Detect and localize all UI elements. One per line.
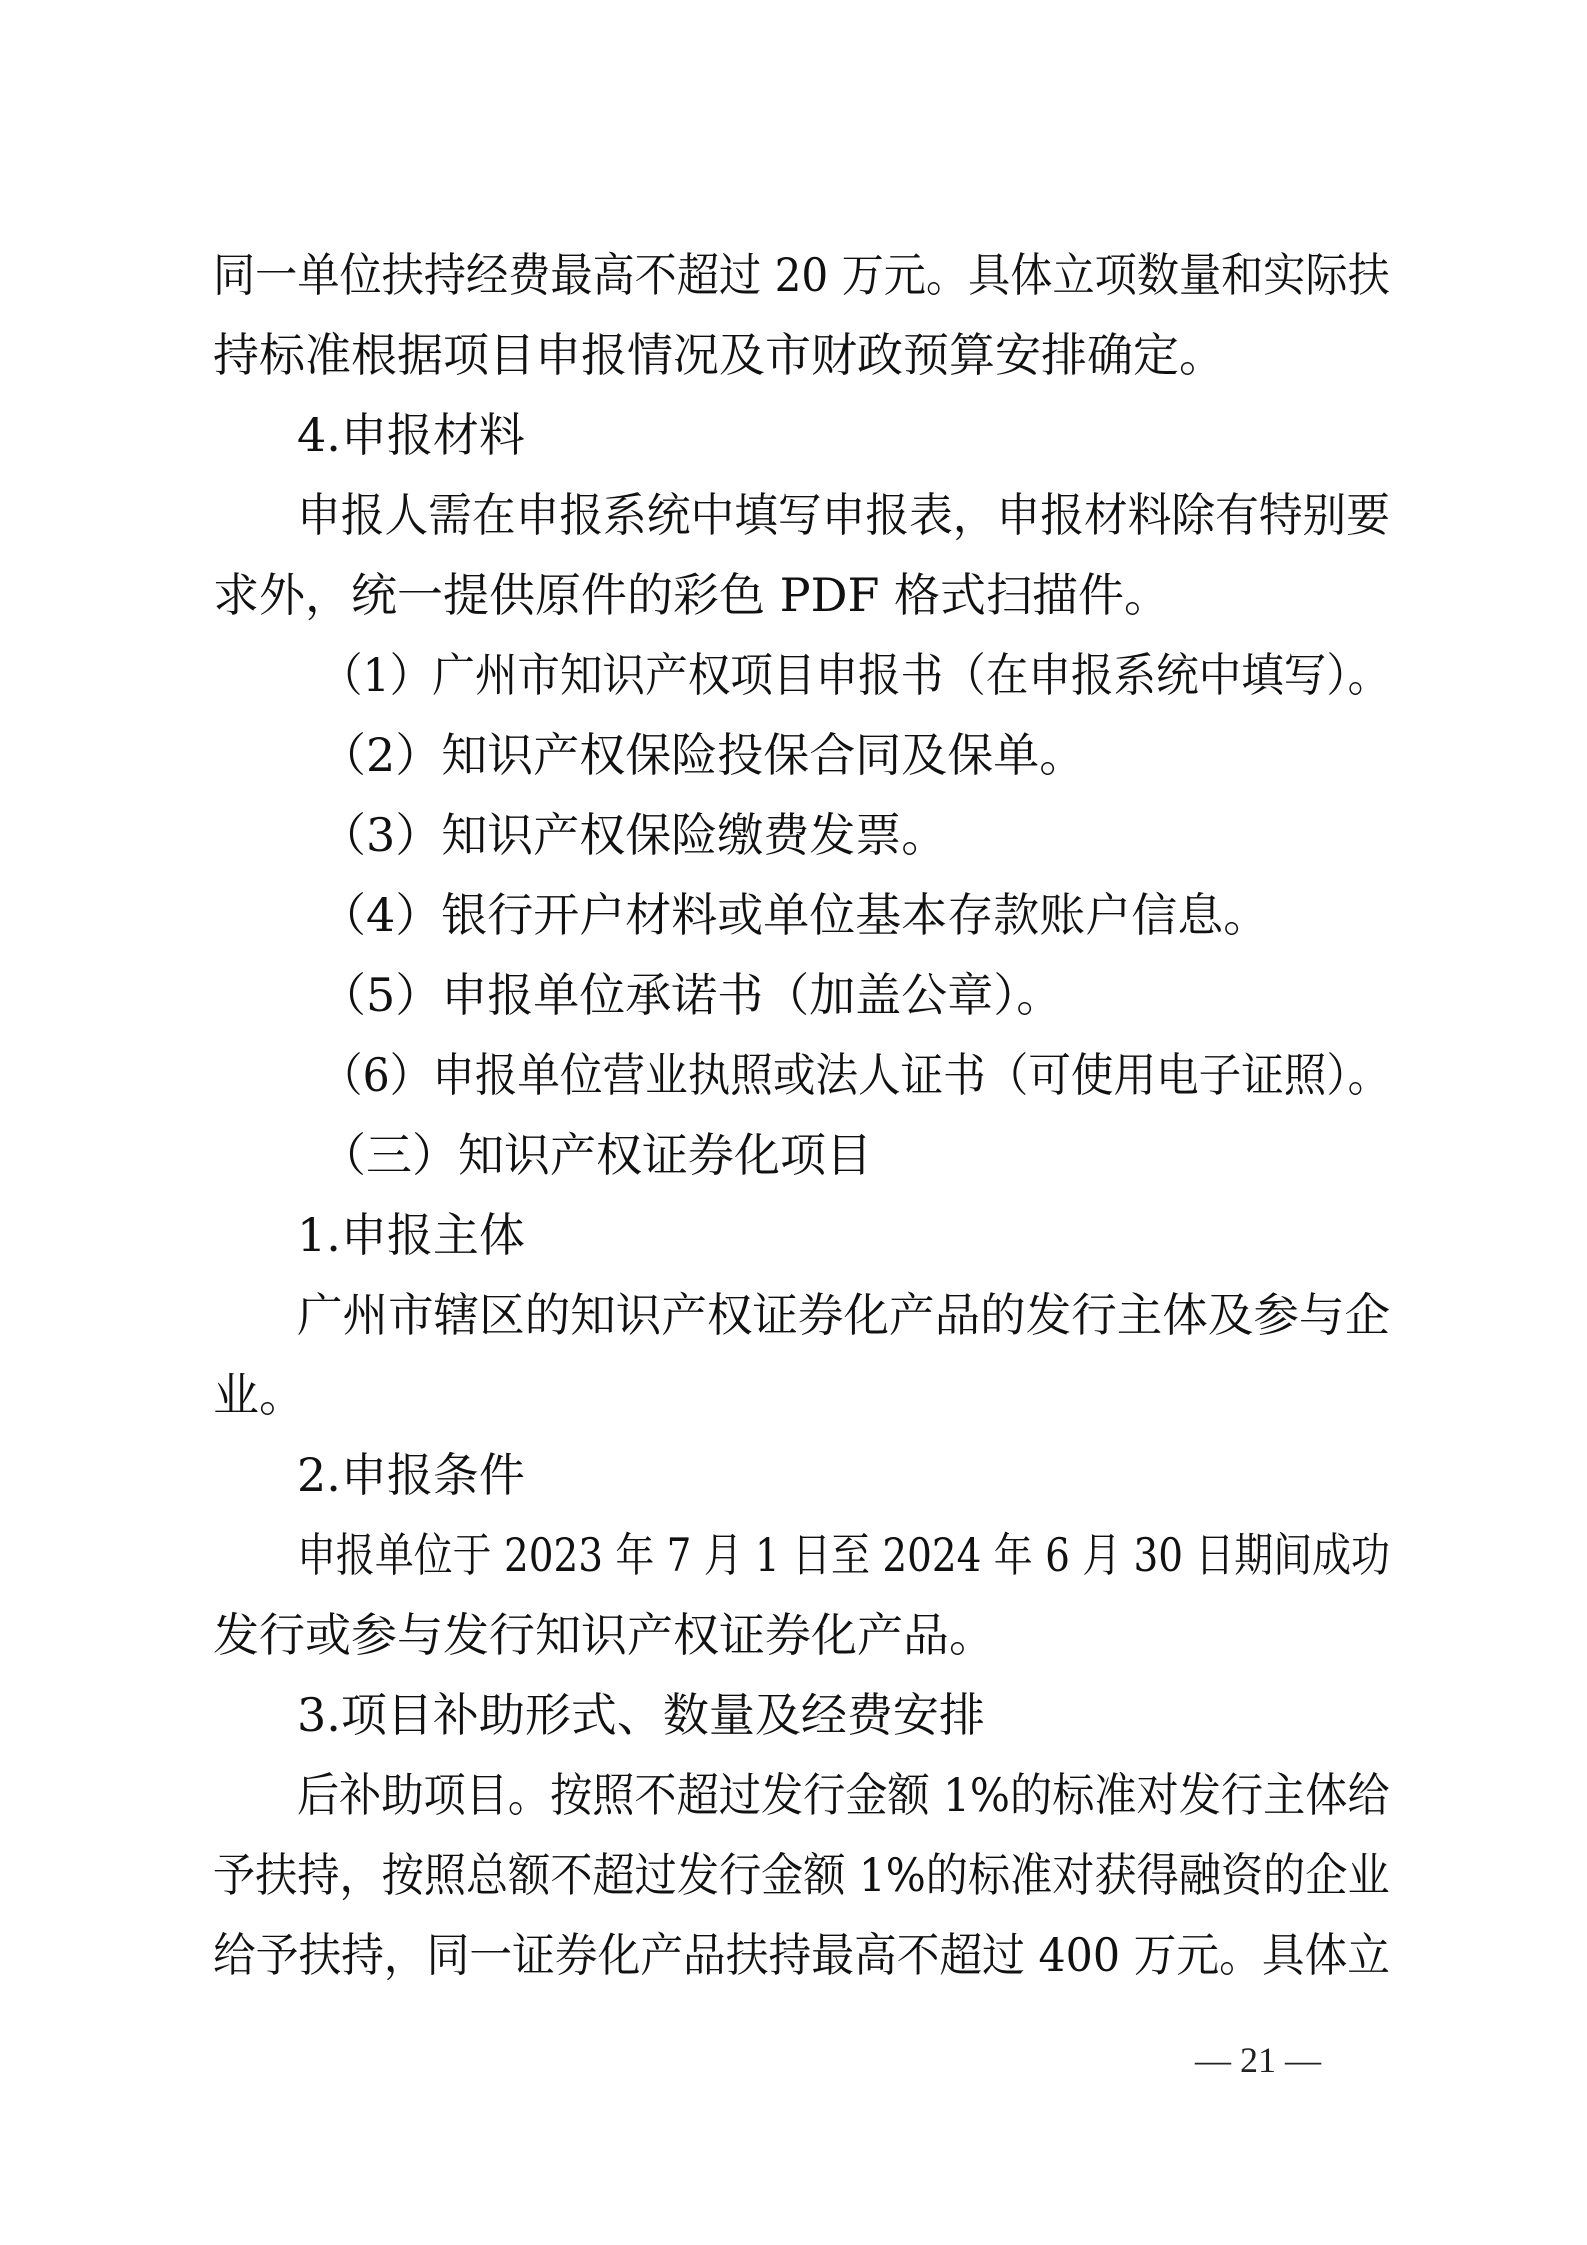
body-text-line: 持标准根据项目申报情况及市财政预算安排确定。	[213, 328, 1225, 382]
section-heading: 1.申报主体	[297, 1208, 525, 1262]
list-item: （1）广州市知识产权项目申报书（在申报系统中填写）。	[320, 648, 1391, 702]
section-heading: 3.项目补助形式、数量及经费安排	[297, 1688, 985, 1742]
body-text-line: 求外，统一提供原件的彩色 PDF 格式扫描件。	[213, 568, 1170, 622]
list-item: （3）知识产权保险缴费发票。	[320, 808, 948, 862]
list-item: （2）知识产权保险投保合同及保单。	[320, 728, 1086, 782]
body-text-line: 给予扶持，同一证券化产品扶持最高不超过 400 万元。具体立	[213, 1928, 1391, 1982]
body-text-line: 同一单位扶持经费最高不超过 20 万元。具体立项数量和实际扶	[213, 248, 1390, 302]
body-text-line: 后补助项目。按照不超过发行金额 1%的标准对发行主体给	[297, 1768, 1390, 1822]
list-item: （6）申报单位营业执照或法人证书（可使用电子证照）。	[320, 1048, 1391, 1102]
section-heading: 2.申报条件	[297, 1448, 525, 1502]
section-heading: （三）知识产权证券化项目	[320, 1128, 872, 1182]
section-heading: 4.申报材料	[297, 408, 525, 462]
body-text-line: 广州市辖区的知识产权证券化产品的发行主体及参与企	[297, 1288, 1390, 1342]
body-text-line: 发行或参与发行知识产权证券化产品。	[213, 1608, 995, 1662]
list-item: （4）银行开户材料或单位基本存款账户信息。	[320, 888, 1270, 942]
list-item: （5）申报单位承诺书（加盖公章）。	[320, 968, 1063, 1022]
body-text-line: 予扶持，按照总额不超过发行金额 1%的标准对获得融资的企业	[213, 1848, 1390, 1902]
body-text-line: 申报人需在申报系统中填写申报表，申报材料除有特别要	[297, 488, 1390, 542]
body-text-line: 业。	[213, 1368, 305, 1422]
page-number: — 21 —	[1195, 2040, 1321, 2080]
body-text-line: 申报单位于 2023 年 7 月 1 日至 2024 年 6 月 30 日期间成功	[297, 1528, 1390, 1582]
